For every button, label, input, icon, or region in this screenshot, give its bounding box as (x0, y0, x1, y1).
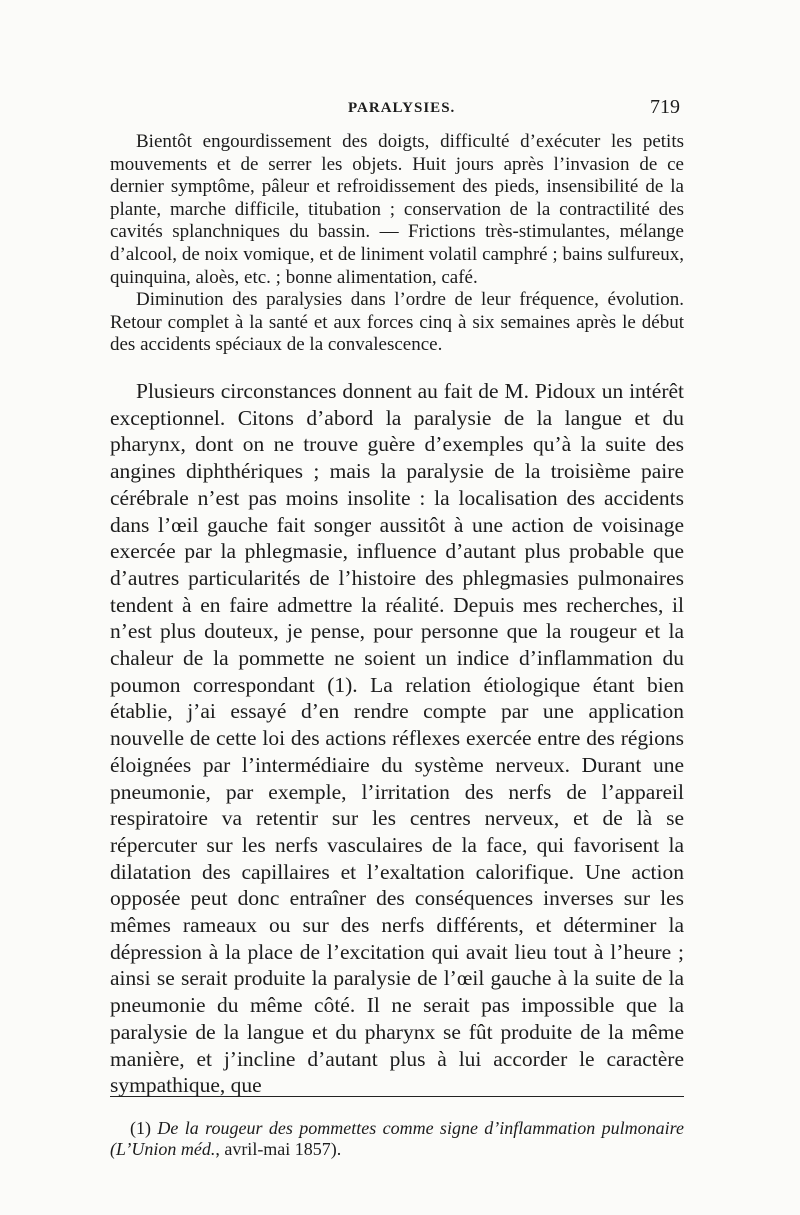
body-paragraph: Plusieurs circonstances donnent au fait de M. Pidoux un intérêt exceptionnel. Citons d’abord la paralysie de la langue et du pharynx, dont on ne trouve guère d’exemples qu’à la suite des angines diphthériques ; mais la paralysie de la troisième paire cérébrale n’est pas moins insolite : la localisation des accidents dans l’œil gauche fait songer aussitôt à une action de voisinage exercée par la phlegmasie, influence d’autant plus probable que d’autres particularités de l’histoire des phlegmasies pulmonaires tendent à en faire admettre la réalité. Depuis mes recherches, il n’est plus douteux, je pense, pour personne que la rougeur et la chaleur de la pommette ne soient un indice d’inflammation du poumon correspondant (1). La relation étiologique étant bien établie, j’ai essayé d’en rendre compte par une application nouvelle de cette loi des actions réflexes exercée entre des régions éloignées par l’intermédiaire du système nerveux. Durant une pneumonie, par exemple, l’irritation des nerfs de l’appareil respiratoire va retentir sur les centres nerveux, et de là se répercuter sur les nerfs vasculaires de la face, qui favorisent la dilatation des capillaires et l’exaltation calorifique. Une action opposée peut donc entraîner des conséquences inverses sur les mêmes rameaux ou sur des nerfs différents, et déterminer la dépression à la place de l’excitation qui avait lieu tout à l’heure ; ainsi se serait produite la paralysie de l’œil gauche à la suite de la pneumonie du même côté. Il ne serait pas impossible que la paralysie de la langue et du pharynx se fût produite de la même manière, et j’incline d’autant plus à lui accorder le caractère sympathique, que (110, 379, 684, 1098)
commentary-block (110, 378, 684, 1099)
page-header (110, 96, 684, 122)
page-number: 719 (650, 96, 680, 118)
body-paragraph: Bientôt engourdissement des doigts, difficulté d’exécuter les petits mouvements et de serrer les objets. Huit jours après l’invasion de ce dernier symptôme, pâleur et refroidissement des pieds, insensibilité de la plante, marche difficile, titubation ; conservation de la contractilité des cavités splanchniques du bassin. — Frictions très-stimulantes, mélange d’alcool, de noix vomique, et de liniment volatil camphré ; bains sulfureux, quinquina, aloès, etc. ; bonne alimentation, café. (110, 131, 684, 288)
running-head: PARALYSIES. (348, 100, 456, 116)
footnote-divider (110, 1096, 684, 1097)
body-paragraph: Diminution des paralysies dans l’ordre de leur fréquence, évolution. Retour complet à la santé et aux forces cinq à six semaines après le début des accidents spéciaux de la convalescence. (110, 289, 684, 356)
footnote-source: (L’Union méd. (110, 1139, 216, 1159)
footnote-title: De la rougeur des pommettes comme signe d’inflammation pulmonaire (157, 1118, 685, 1138)
footnote-date: , avril-mai 1857). (215, 1139, 342, 1159)
case-notes-block (110, 131, 684, 357)
footnote (110, 1118, 684, 1160)
footnote-marker: (1) (130, 1118, 151, 1138)
